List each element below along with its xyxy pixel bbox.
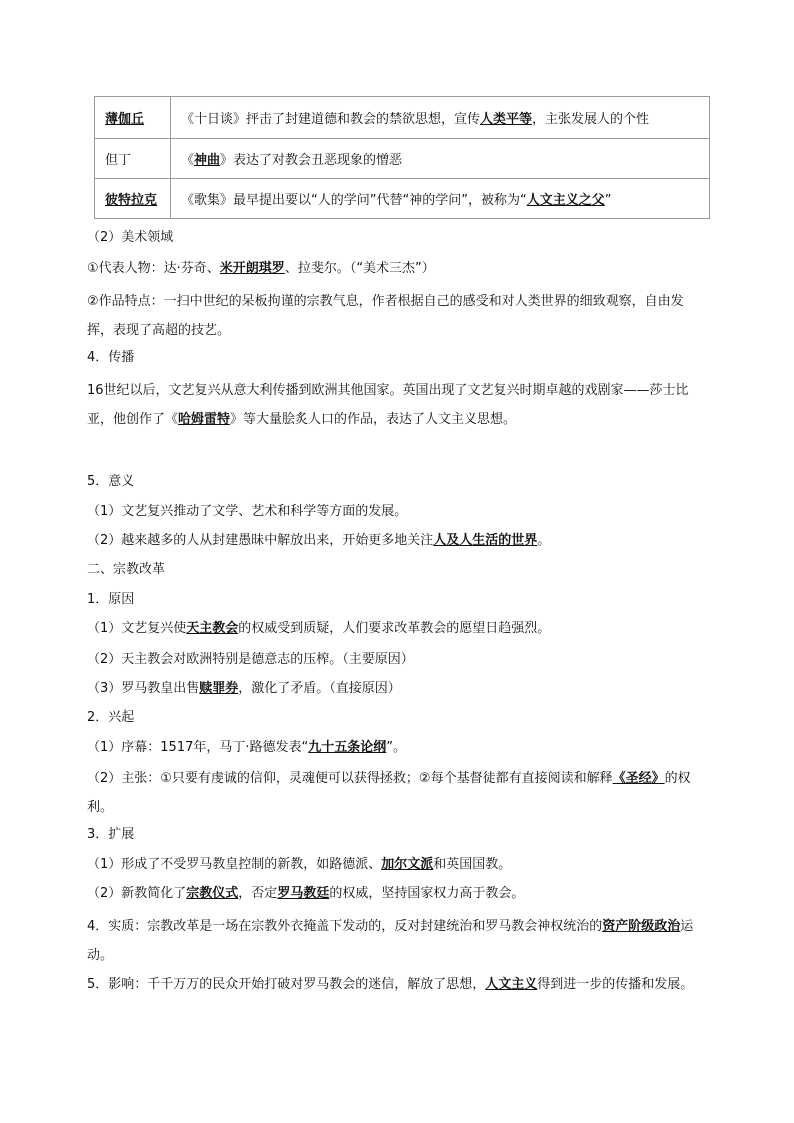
key-term: 宗教仪式 [186, 886, 239, 901]
key-term: 人文主义之父 [526, 193, 605, 208]
rise-heading [87, 706, 134, 725]
reform-heading [87, 558, 165, 577]
text-run: ，否定 [238, 886, 278, 901]
key-term: 人文主义 [485, 977, 538, 992]
text-run: 得到进一步的传播和发展。 [537, 977, 694, 992]
text-run: （2）越来越多的人从封建愚昧中解放出来，开始更多地关注 [87, 533, 434, 548]
table-row [95, 179, 710, 219]
table-row [95, 139, 710, 179]
art-heading [87, 226, 173, 245]
author-name [95, 97, 171, 139]
key-term: 米开朗琪罗 [219, 261, 285, 276]
text-run: 4．实质：宗教改革是一场在宗教外衣掩盖下发动的，反对封建统治和罗马教会神权统治的 [87, 919, 603, 934]
text-run: （2）主张：①只要有虔诚的信仰，灵魂便可以获得拯救；②每个基督徒都有直接阅读和解释 [87, 771, 613, 786]
cause-heading [87, 588, 134, 607]
expand-heading [87, 823, 134, 842]
renaissance-writers-table [94, 96, 710, 219]
rise-1 [87, 736, 406, 755]
impact [87, 970, 709, 999]
key-term: 神曲 [194, 153, 221, 168]
spread-heading [87, 346, 134, 365]
text-run: ”。 [386, 740, 406, 755]
art-features [87, 287, 709, 345]
key-term: 加尔文派 [381, 857, 434, 872]
text-run: 的权利。 [87, 771, 691, 815]
text-run: 的权威受到质疑，人们要求改革教会的愿望日趋强烈。 [238, 621, 551, 636]
text-run: 的权威，坚持国家权力高于教会。 [329, 886, 525, 901]
text-run: 运动。 [87, 919, 694, 963]
table-row [95, 97, 710, 139]
text-run: （1）文艺复兴使 [87, 621, 187, 636]
expand-1 [87, 853, 511, 872]
text-run: 、拉斐尔。（“美术三杰”） [284, 261, 435, 276]
essence [87, 912, 709, 970]
expand-2 [87, 882, 524, 901]
text-run: 1．原因 [87, 592, 135, 607]
text-run: 》表达了对教会丑恶现象的憎恶 [220, 153, 403, 168]
author-name-text: 彼特拉克 [105, 193, 158, 208]
text-run: 5．意义 [87, 474, 135, 489]
text-run: ②作品特点：一扫中世纪的呆板拘谨的宗教气息，作者根据自己的感受和对人类世界的细致观察，自由发挥，表现了高超的技艺。 [87, 294, 684, 338]
meaning-2 [87, 529, 550, 548]
author-name-text: 薄伽丘 [105, 112, 145, 127]
key-term: 九十五条论纲 [308, 740, 387, 755]
text-run: （1）序幕：1517年，马丁·路德发表“ [87, 740, 309, 755]
text-run: （2）天主教会对欧洲特别是德意志的压榨。（主要原因） [87, 652, 414, 667]
rise-2 [87, 764, 709, 822]
text-run: 4．传播 [87, 350, 135, 365]
key-term: 天主教会 [186, 621, 239, 636]
text-run: 。 [537, 533, 551, 548]
text-run: 《 [181, 153, 195, 168]
cause-3 [87, 677, 401, 696]
text-run: （1）形成了不受罗马教皇控制的新教，如路德派、 [87, 857, 382, 872]
text-run: ①代表人物：达·芬奇、 [87, 261, 220, 276]
text-run: 二、宗教改革 [87, 562, 166, 577]
author-name-text: 但丁 [105, 153, 132, 168]
key-term: 《圣经》 [612, 771, 665, 786]
text-run: ” [604, 193, 612, 208]
text-run: 2．兴起 [87, 710, 135, 725]
author-name [95, 179, 171, 219]
text-run: 》等大量脍炙人口的作品，表达了人文主义思想。 [230, 412, 517, 427]
meaning-1 [87, 500, 407, 519]
text-run: 和英国国教。 [433, 857, 512, 872]
art-people [87, 257, 435, 276]
author-work-description [171, 139, 710, 179]
text-run: （3）罗马教皇出售 [87, 681, 200, 696]
text-run: 5．影响：千千万万的民众开始打破对罗马教会的迷信，解放了思想， [87, 977, 486, 992]
text-run: （1）文艺复兴推动了文学、艺术和科学等方面的发展。 [87, 504, 408, 519]
text-run: 3．扩展 [87, 827, 135, 842]
text-run: 《歌集》最早提出要以“人的学问”代替“神的学问”，被称为“ [181, 193, 527, 208]
meaning-heading [87, 470, 134, 489]
author-work-description [171, 97, 710, 139]
author-name [95, 139, 171, 179]
text-run: （2）新教简化了 [87, 886, 187, 901]
spread-text [87, 376, 709, 434]
text-run: 《十日谈》抨击了封建道德和教会的禁欲思想，宣传 [181, 112, 481, 127]
text-run: （2）美术领域 [87, 230, 174, 245]
cause-1 [87, 617, 550, 636]
key-term: 赎罪券 [199, 681, 239, 696]
key-term: 人类平等 [480, 112, 533, 127]
text-run: 16世纪以后，文艺复兴从意大利传播到欧洲其他国家。英国出现了文艺复兴时期卓越的戏剧家——莎士比亚，他创作了《 [87, 383, 689, 427]
key-term: 人及人生活的世界 [433, 533, 538, 548]
key-term: 资产阶级政治 [602, 919, 681, 934]
text-run: ，主张发展人的个性 [532, 112, 650, 127]
cause-2 [87, 648, 414, 667]
text-run: ，激化了矛盾。（直接原因） [238, 681, 401, 696]
author-work-description [171, 179, 710, 219]
key-term: 哈姆雷特 [178, 412, 231, 427]
key-term: 罗马教廷 [277, 886, 330, 901]
